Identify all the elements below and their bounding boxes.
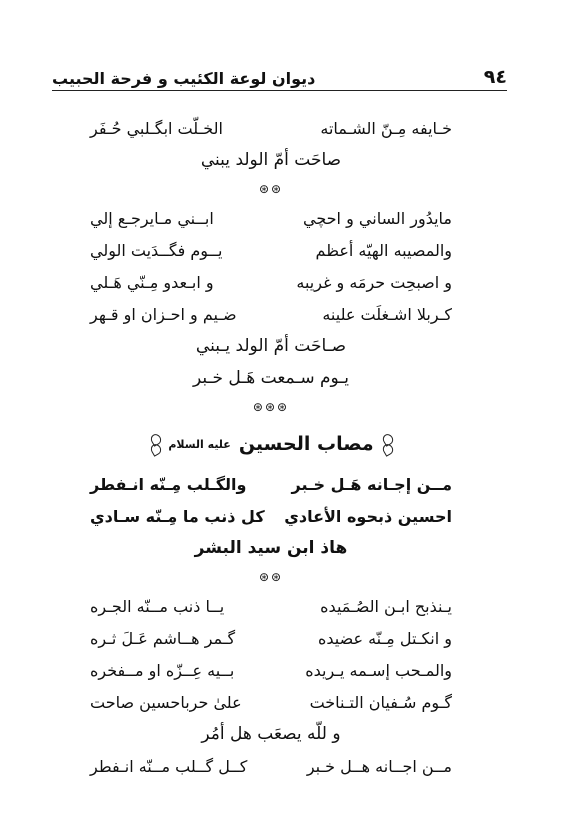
verse-right: كـربلا اشـغلَت علينه [322,304,452,324]
ornament-divider: ⊛⊛ [258,570,284,584]
verse-line [90,234,452,266]
verse-right: و اصبحِت حرمَه و غريبه [296,272,452,292]
verse-left: والگـلب مِـنّه انـفطر [90,474,247,494]
leaf-ornament-icon [150,433,160,455]
verse-line [90,654,452,686]
verse-left: الخـلّت ابگـلبي حُـفَر [90,118,223,138]
verse-right: گـوم سُـفيان التـناخت [309,692,452,712]
refrain-line: هاذ ابن سيد البشر [194,538,348,558]
verse-line [90,266,452,298]
verse-right: يـنذبح ابـن الصُـمَيده [320,596,452,616]
verse-left: يــا ذنب مــنّه الجـره [90,596,225,616]
verse-line [90,622,452,654]
page-header [52,62,507,91]
verse-right: والمصيبه الهيّه أعظم [315,240,452,260]
verse-left: گـمر هــاشم عَـلَ ثـره [90,628,236,648]
poem-content [90,112,452,782]
refrain-line: يـوم سـمعت هَـل خـبر [193,368,349,388]
verse-right: خـايفه مِـنّ الشـماته [320,118,452,138]
verse-left: يــوم فگــدَيت الولي [90,240,223,260]
verse-line [90,500,452,532]
verse-line [90,112,452,144]
ornament-divider: ⊛⊛⊛ [252,400,290,414]
refrain-line: صـاحَت أمّ الولد يـبني [195,336,347,356]
verse-line [90,202,452,234]
book-title: ديوان لوعة الكئيب و فرحة الحبيب [52,69,316,88]
refrain-line: و للّه يصعَب هل أمُر [201,724,341,744]
verse-right: والمـحب إسـمه يـريده [305,660,452,680]
section-title-text: مصاب الحسين [238,433,374,455]
leaf-ornament-icon [382,433,392,455]
verse-left: علىٰ حرباحسين صاحت [90,692,242,712]
verse-left: كــل گــلب مــنّه انـفطر [90,756,248,776]
verse-line [90,686,452,718]
verse-line [90,298,452,330]
page-number: ٩٤ [483,66,507,88]
verse-left: ضـيم و احـزان او قـهر [90,304,237,324]
refrain-line: صاحَت أمّ الولد يبني [200,150,342,170]
verse-line [90,468,452,500]
verse-right: مايدُور الساني و احچي [303,208,452,228]
verse-left: كل ذنب ما مِـنّه سـادي [90,506,265,526]
verse-left: بــيه عِــزّه او مــفخره [90,660,235,680]
verse-right: و انكـتل مِـنّه عضيده [317,628,452,648]
verse-line [90,750,452,782]
verse-right: احسين ذبحوه الأعادي [284,506,452,526]
verse-left: و ابـعدو مِـنّي هَـلي [90,272,214,292]
verse-right: مــن إجـانه هَـل خـبر [291,474,452,494]
honorific-glyph: عليه السلام [168,437,231,451]
verse-left: ابــني مـايرجـع إلي [90,208,214,228]
ornament-divider: ⊛⊛ [258,182,284,196]
verse-right: مــن اجــانه هــل خـبر [306,756,452,776]
verse-line [90,590,452,622]
section-title [90,420,452,468]
